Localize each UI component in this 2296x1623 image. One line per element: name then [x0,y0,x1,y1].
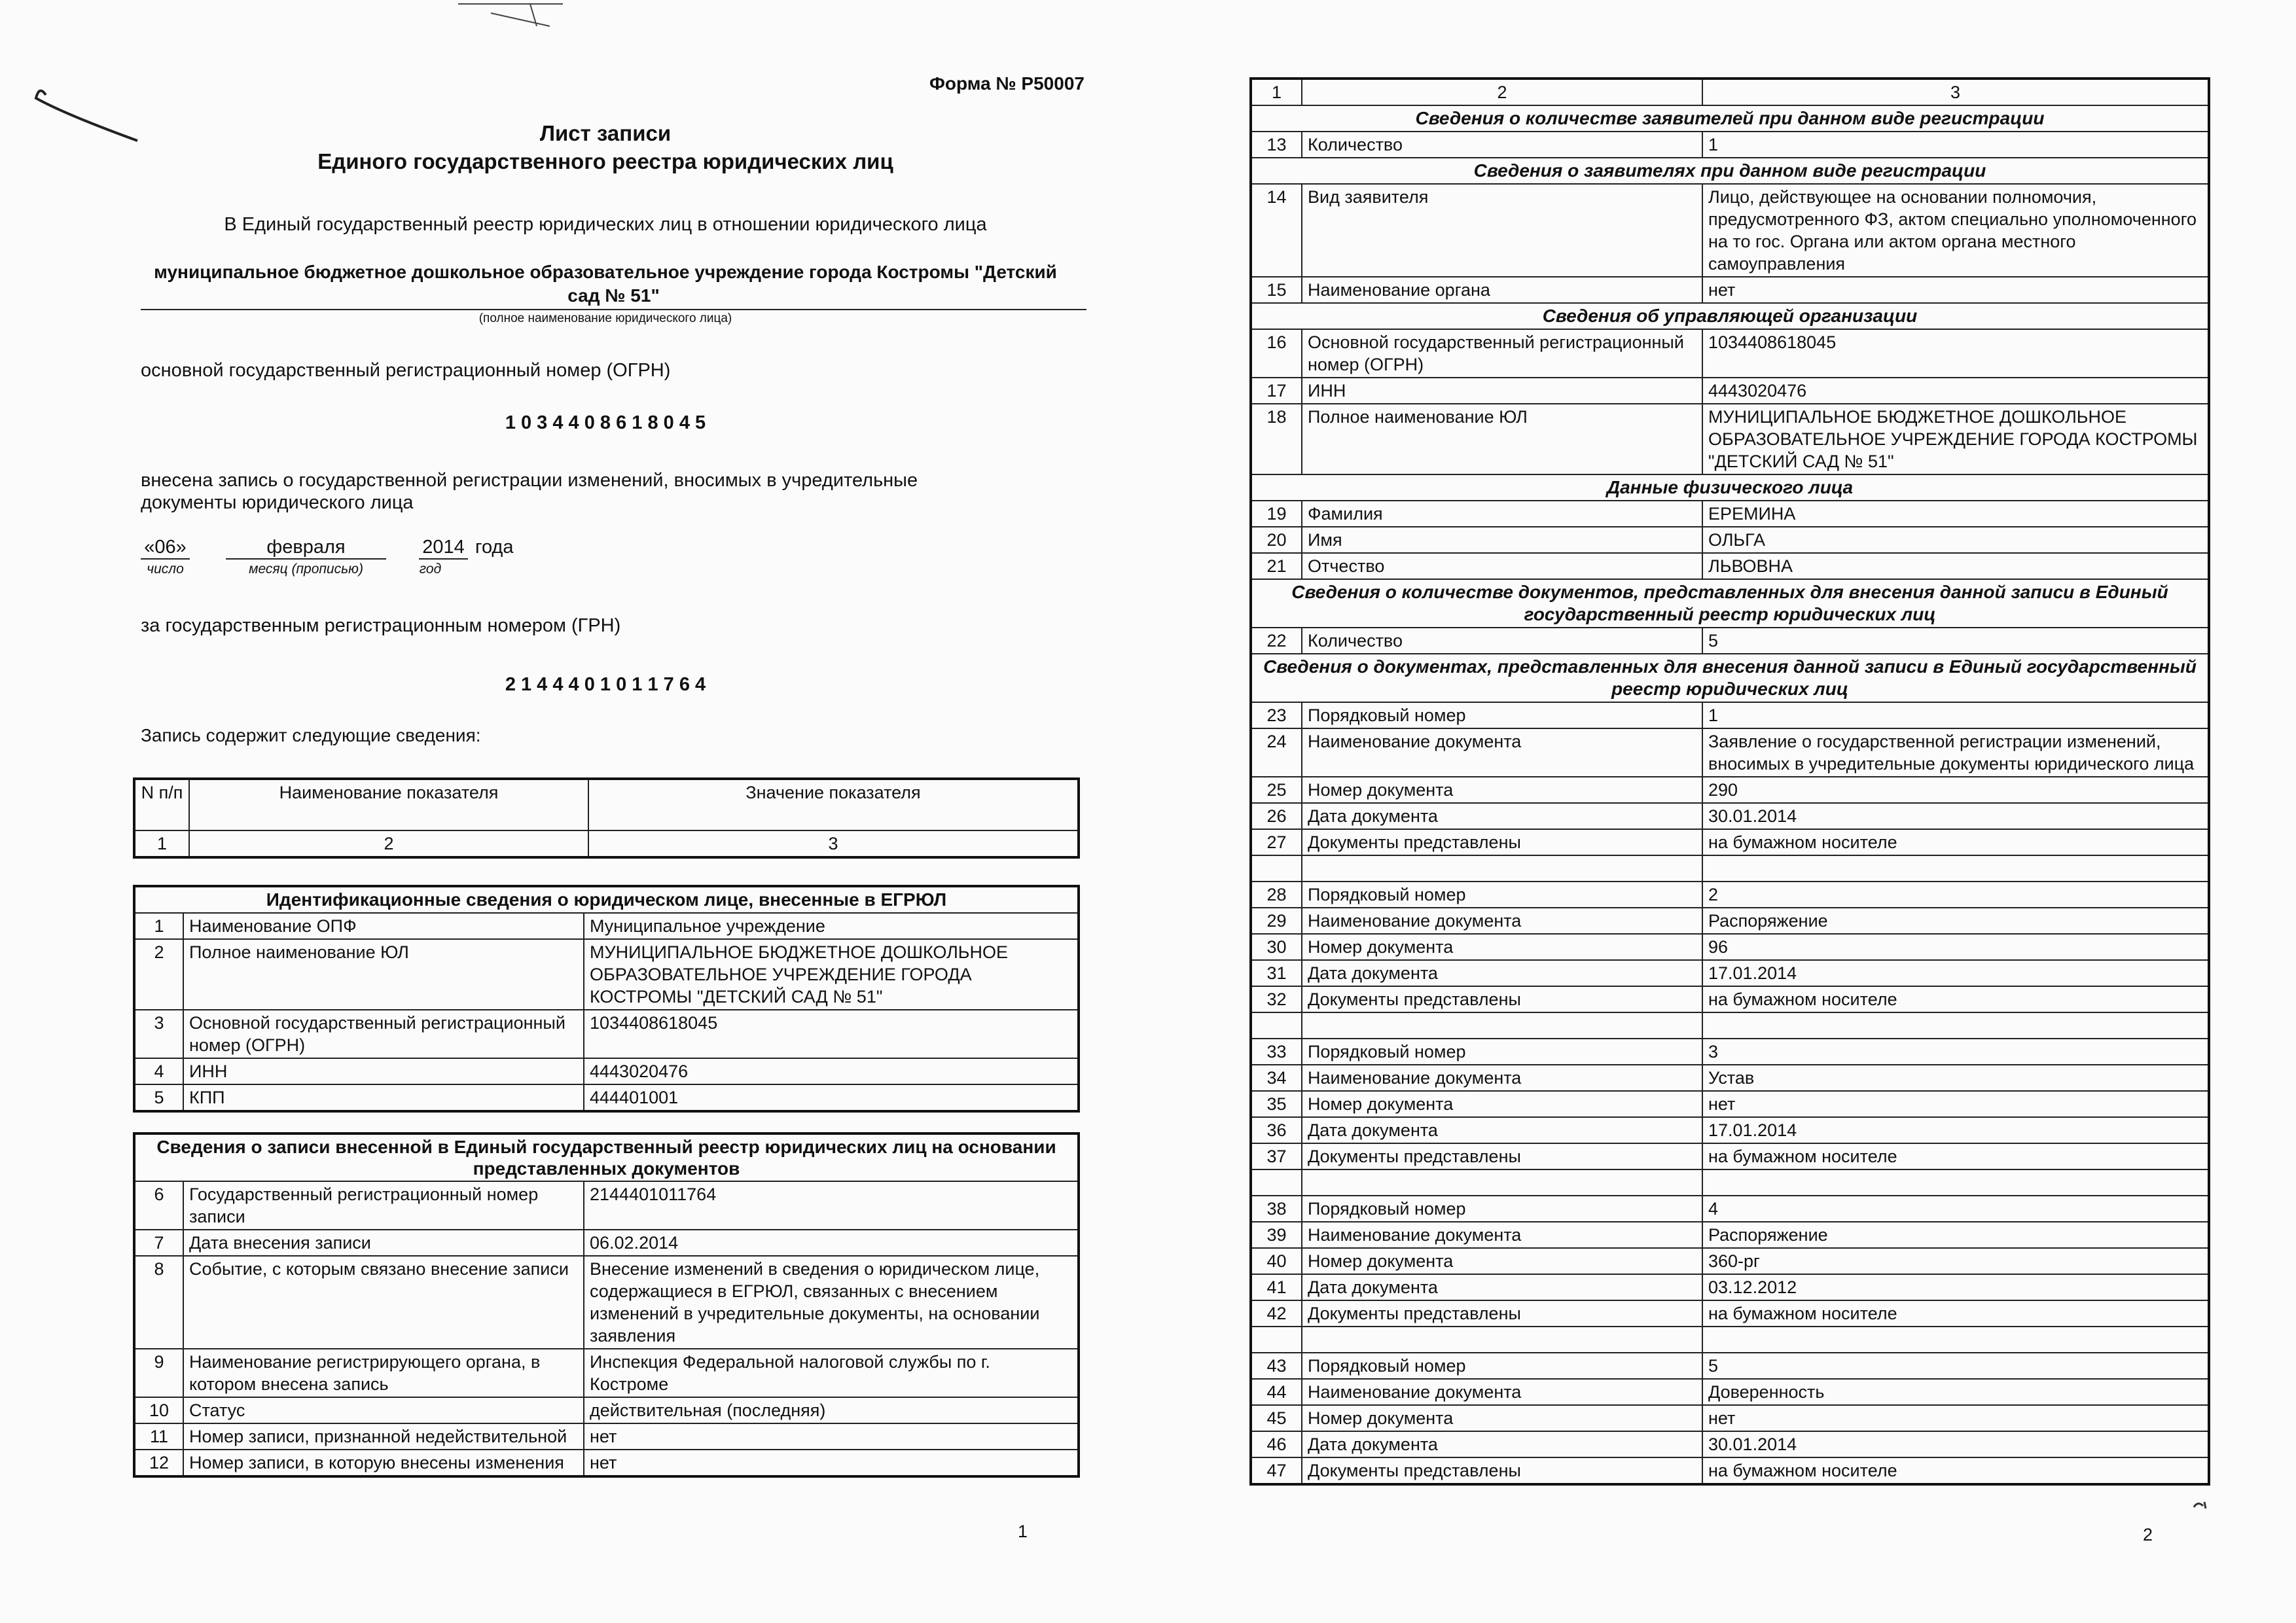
table-row [1251,1457,2209,1484]
table-row [134,1349,1079,1397]
grn-value: 2 1 4 4 4 0 1 0 1 1 7 6 4 [505,674,706,695]
sheet-title: Лист записи [539,121,672,145]
table-row [134,1084,1079,1111]
row-number: 30 [1251,934,1302,960]
table-row [134,1450,1079,1476]
empty-cell [1251,855,1302,882]
indicator-value: 03.12.2012 [1702,1274,2209,1300]
row-number: 38 [1251,1196,1302,1222]
indicator-name: Наименование документа [1302,1065,1702,1091]
column-number: 3 [588,830,1079,857]
indicator-value: нет [584,1450,1079,1476]
indicator-value: на бумажном носителе [1702,1300,2209,1327]
empty-cell [1302,1327,1702,1353]
table-row [1251,702,2209,728]
entry-text-line2: документы юридического лица [141,492,414,513]
date-month-caption: месяц (прописью) [249,562,363,577]
row-number: 20 [1251,527,1302,553]
row-number: 22 [1251,628,1302,654]
org-name-line1: муниципальное бюджетное дошкольное образовательное учреждение города Костромы "Детский [154,262,1057,282]
section-row [1251,474,2209,501]
indicator-name: Событие, с которым связано внесение записи [183,1256,584,1349]
header-cell: Значение показателя [588,779,1079,830]
row-number: 1 [134,913,183,939]
table-row [1251,882,2209,908]
indicator-name: Основной государственный регистрационный номер (ОГРН) [183,1010,584,1058]
row-number: 5 [134,1084,183,1111]
indicator-name: Дата документа [1302,803,1702,829]
indicator-value: 30.01.2014 [1702,803,2209,829]
indicator-value: 1 [1702,132,2209,158]
indicator-value: Инспекция Федеральной налоговой службы по г. Костроме [584,1349,1079,1397]
row-number: 16 [1251,329,1302,378]
indicator-value: Внесение изменений в сведения о юридическом лице, содержащиеся в ЕГРЮЛ, связанных с внесением изменений в учредительные документы, на основании заявления [584,1256,1079,1349]
indicator-name: Порядковый номер [1302,882,1702,908]
indicator-name: Порядковый номер [1302,1039,1702,1065]
separator-row [1251,1327,2209,1353]
indicator-name: Номер записи, в которую внесены изменения [183,1450,584,1476]
table-row [134,779,1079,830]
indicator-value: нет [584,1423,1079,1450]
table-row [1251,1196,2209,1222]
indicator-value: ЛЬВОВНА [1702,553,2209,579]
row-number: 36 [1251,1117,1302,1143]
indicator-value: нет [1702,1091,2209,1117]
indicator-value: 3 [1702,1039,2209,1065]
section-row [1251,105,2209,132]
table-row [1251,404,2209,474]
registration-details-table [1249,77,2210,1486]
table-row [1251,1248,2209,1274]
row-number: 28 [1251,882,1302,908]
row-number: 33 [1251,1039,1302,1065]
table-row [1251,1143,2209,1169]
table-row [1251,527,2209,553]
indicator-value: 2 [1702,882,2209,908]
row-number: 25 [1251,777,1302,803]
row-number: 37 [1251,1143,1302,1169]
indicator-name: Дата документа [1302,1431,1702,1457]
empty-cell [1702,855,2209,882]
table-row [1251,277,2209,303]
row-number: 43 [1251,1353,1302,1379]
date-year-caption: год [419,562,442,577]
indicator-name: Номер документа [1302,1248,1702,1274]
indicator-name: Документы представлены [1302,1143,1702,1169]
date-day: «06» [141,537,190,560]
indicator-value: ЕРЕМИНА [1702,501,2209,527]
identification-table [133,885,1080,1113]
indicator-name: ИНН [1302,378,1702,404]
indicator-name: Наименование документа [1302,1379,1702,1405]
table-row [1251,728,2209,777]
ogrn-value: 1 0 3 4 4 0 8 6 1 8 0 4 5 [505,412,706,433]
empty-cell [1302,855,1702,882]
row-number: 17 [1251,378,1302,404]
table-row [134,1058,1079,1084]
page-2 [1148,0,2296,1623]
indicator-value: на бумажном носителе [1702,829,2209,855]
indicator-value: 4443020476 [584,1058,1079,1084]
indicator-value: 444401001 [584,1084,1079,1111]
row-number: 13 [1251,132,1302,158]
separator-row [1251,1012,2209,1039]
section-row [1251,303,2209,329]
row-number: 2 [134,939,183,1010]
row-number: 29 [1251,908,1302,934]
row-number: 47 [1251,1457,1302,1484]
table-row [134,1181,1079,1230]
row-number: 8 [134,1256,183,1349]
table-row [1251,184,2209,277]
sheet-subtitle: Единого государственного реестра юридических лиц [317,149,893,173]
scan-mark-icon [2189,1495,2215,1515]
indicator-name: Дата документа [1302,1274,1702,1300]
indicator-value: 5 [1702,1353,2209,1379]
indicator-name: Номер документа [1302,1405,1702,1431]
table-row [1251,803,2209,829]
indicator-name: КПП [183,1084,584,1111]
indicator-name: Наименование ОПФ [183,913,584,939]
row-number: 3 [134,1010,183,1058]
indicator-value: 96 [1702,934,2209,960]
column-number: 2 [1302,79,1702,105]
separator-row [1251,855,2209,882]
ogrn-label: основной государственный регистрационный номер (ОГРН) [141,360,671,381]
indicator-value: 5 [1702,628,2209,654]
indicator-name: Вид заявителя [1302,184,1702,277]
table-row [1251,1300,2209,1327]
indicator-value: ОЛЬГА [1702,527,2209,553]
column-header-table [133,777,1080,859]
row-number: 11 [134,1423,183,1450]
indicator-value: МУНИЦИПАЛЬНОЕ БЮДЖЕТНОЕ ДОШКОЛЬНОЕ ОБРАЗОВАТЕЛЬНОЕ УЧРЕЖДЕНИЕ ГОРОДА КОСТРОМЫ "ДЕТСКИЙ САД № 51" [1702,404,2209,474]
empty-cell [1702,1169,2209,1196]
row-number: 44 [1251,1379,1302,1405]
table-row [134,830,1079,857]
section-heading: Идентификационные сведения о юридическом лице, внесенные в ЕГРЮЛ [134,886,1079,913]
row-number: 35 [1251,1091,1302,1117]
indicator-name: Дата внесения записи [183,1230,584,1256]
indicator-name: Порядковый номер [1302,702,1702,728]
date-year: 2014 [419,537,468,560]
entry-text-line1: внесена запись о государственной регистрации изменений, вносимых в учредительные [141,470,918,491]
indicator-value: на бумажном носителе [1702,986,2209,1012]
scan-mark-icon [452,0,569,33]
section-heading: Данные физического лица [1251,474,2209,501]
empty-cell [1302,1169,1702,1196]
row-number: 23 [1251,702,1302,728]
row-number: 41 [1251,1274,1302,1300]
table-row [1251,1274,2209,1300]
table-row [134,1423,1079,1450]
indicator-value: 360-рг [1702,1248,2209,1274]
section-row [1251,158,2209,184]
table-row [134,1256,1079,1349]
table-row [1251,934,2209,960]
org-name-caption: (полное наименование юридического лица) [478,312,732,325]
indicator-name: Наименование документа [1302,728,1702,777]
indicator-name: Дата документа [1302,1117,1702,1143]
section-heading: Сведения о записи внесенной в Единый государственный реестр юридических лиц на основании представленных документов [134,1133,1079,1181]
table-row [1251,501,2209,527]
row-number: 42 [1251,1300,1302,1327]
empty-cell [1251,1169,1302,1196]
row-number: 4 [134,1058,183,1084]
indicator-name: Основной государственный регистрационный номер (ОГРН) [1302,329,1702,378]
table-row [1251,1379,2209,1405]
section-heading: Сведения о заявителях при данном виде регистрации [1251,158,2209,184]
indicator-name: Документы представлены [1302,986,1702,1012]
page-number: 2 [2143,1525,2153,1544]
date-year-word: года [475,537,514,558]
row-number: 34 [1251,1065,1302,1091]
intro-text: В Единый государственный реестр юридических лиц в отношении юридического лица [224,214,987,235]
indicator-value: 1034408618045 [584,1010,1079,1058]
table-row [1251,329,2209,378]
indicator-value: 4 [1702,1196,2209,1222]
indicator-name: ИНН [183,1058,584,1084]
indicator-value: Заявление о государственной регистрации изменений, вносимых в учредительные документы юридического лица [1702,728,2209,777]
form-number: Форма № Р50007 [929,73,1085,94]
indicator-value: 17.01.2014 [1702,960,2209,986]
row-number: 19 [1251,501,1302,527]
indicator-value: нет [1702,277,2209,303]
separator-row [1251,1169,2209,1196]
row-number: 18 [1251,404,1302,474]
indicator-name: Порядковый номер [1302,1196,1702,1222]
row-number: 26 [1251,803,1302,829]
indicator-name: Номер документа [1302,1091,1702,1117]
indicator-value: действительная (последняя) [584,1397,1079,1423]
indicator-name: Наименование документа [1302,1222,1702,1248]
indicator-name: Номер документа [1302,934,1702,960]
row-number: 27 [1251,829,1302,855]
indicator-name: Фамилия [1302,501,1702,527]
indicator-value: МУНИЦИПАЛЬНОЕ БЮДЖЕТНОЕ ДОШКОЛЬНОЕ ОБРАЗОВАТЕЛЬНОЕ УЧРЕЖДЕНИЕ ГОРОДА КОСТРОМЫ "ДЕТСКИЙ САД № 51" [584,939,1079,1010]
table-row [134,1397,1079,1423]
indicator-name: Статус [183,1397,584,1423]
indicator-value: 4443020476 [1702,378,2209,404]
table-row [1251,960,2209,986]
indicator-name: Дата документа [1302,960,1702,986]
indicator-name: Документы представлены [1302,829,1702,855]
indicator-value: 30.01.2014 [1702,1431,2209,1457]
section-heading: Сведения об управляющей организации [1251,303,2209,329]
table-row [134,1010,1079,1058]
row-number: 10 [134,1397,183,1423]
indicator-value: на бумажном носителе [1702,1143,2209,1169]
date-month: февраля [226,537,386,560]
indicator-name: Количество [1302,628,1702,654]
grn-label: за государственным регистрационным номером (ГРН) [141,615,621,636]
indicator-name: Государственный регистрационный номер записи [183,1181,584,1230]
table-row [134,1230,1079,1256]
section-heading: Сведения о документах, представленных для внесения данной записи в Единый государственный реестр юридических лиц [1251,654,2209,702]
indicator-value: 290 [1702,777,2209,803]
header-cell: Наименование показателя [189,779,588,830]
table-row [1251,1405,2209,1431]
column-number: 1 [1251,79,1302,105]
row-number: 24 [1251,728,1302,777]
contains-label: Запись содержит следующие сведения: [141,725,481,745]
indicator-name: Количество [1302,132,1702,158]
indicator-name: Номер записи, признанной недействительной [183,1423,584,1450]
indicator-name: Имя [1302,527,1702,553]
table-row [1251,829,2209,855]
header-cell: N п/п [134,779,189,830]
indicator-name: Наименование регистрирующего органа, в котором внесена запись [183,1349,584,1397]
empty-cell [1702,1012,2209,1039]
table-row [134,939,1079,1010]
table-row [134,913,1079,939]
indicator-name: Порядковый номер [1302,1353,1702,1379]
indicator-name: Наименование органа [1302,277,1702,303]
row-number: 9 [134,1349,183,1397]
indicator-value: нет [1702,1405,2209,1431]
row-number: 45 [1251,1405,1302,1431]
table-row [1251,1039,2209,1065]
section-heading: Сведения о количестве заявителей при данном виде регистрации [1251,105,2209,132]
column-number: 1 [134,830,189,857]
row-number: 12 [134,1450,183,1476]
indicator-value: Муниципальное учреждение [584,913,1079,939]
indicator-value: 2144401011764 [584,1181,1079,1230]
indicator-value: 1034408618045 [1702,329,2209,378]
table-row [1251,1091,2209,1117]
table-row [1251,132,2209,158]
indicator-name: Полное наименование ЮЛ [1302,404,1702,474]
table-row [1251,628,2209,654]
indicator-value: Распоряжение [1702,1222,2209,1248]
column-number: 2 [189,830,588,857]
empty-cell [1251,1327,1302,1353]
indicator-name: Номер документа [1302,777,1702,803]
row-number: 40 [1251,1248,1302,1274]
date-day-caption: число [147,562,184,577]
indicator-name: Полное наименование ЮЛ [183,939,584,1010]
indicator-name: Наименование документа [1302,908,1702,934]
indicator-name: Документы представлены [1302,1300,1702,1327]
table-row [1251,1431,2209,1457]
empty-cell [1702,1327,2209,1353]
row-number: 32 [1251,986,1302,1012]
table-row [1251,79,2209,105]
indicator-value: Распоряжение [1702,908,2209,934]
org-name-line2: сад № 51" [141,285,1086,310]
row-number: 14 [1251,184,1302,277]
indicator-value: Лицо, действующее на основании полномочия, предусмотренного ФЗ, актом специально уполномоченного на то гос. Органа или актом органа местного самоуправления [1702,184,2209,277]
page-number: 1 [1018,1522,1028,1541]
table-row [1251,1353,2209,1379]
table-row [1251,378,2209,404]
indicator-value: Устав [1702,1065,2209,1091]
table-row [1251,777,2209,803]
row-number: 31 [1251,960,1302,986]
table-row [1251,1065,2209,1091]
table-row [1251,908,2209,934]
column-number: 3 [1702,79,2209,105]
row-number: 15 [1251,277,1302,303]
row-number: 46 [1251,1431,1302,1457]
section-heading: Сведения о количестве документов, представленных для внесения данной записи в Единый государственный реестр юридических лиц [1251,579,2209,628]
table-row [1251,986,2209,1012]
row-number: 6 [134,1181,183,1230]
table-row [1251,553,2209,579]
empty-cell [1251,1012,1302,1039]
section-row [1251,579,2209,628]
record-table [133,1132,1080,1478]
empty-cell [1302,1012,1702,1039]
indicator-value: 17.01.2014 [1702,1117,2209,1143]
indicator-name: Отчество [1302,553,1702,579]
indicator-value: на бумажном носителе [1702,1457,2209,1484]
section-row [1251,654,2209,702]
indicator-value: 1 [1702,702,2209,728]
indicator-name: Документы представлены [1302,1457,1702,1484]
row-number: 21 [1251,553,1302,579]
indicator-value: 06.02.2014 [584,1230,1079,1256]
table-row [1251,1222,2209,1248]
indicator-value: Доверенность [1702,1379,2209,1405]
table-row [1251,1117,2209,1143]
row-number: 7 [134,1230,183,1256]
row-number: 39 [1251,1222,1302,1248]
